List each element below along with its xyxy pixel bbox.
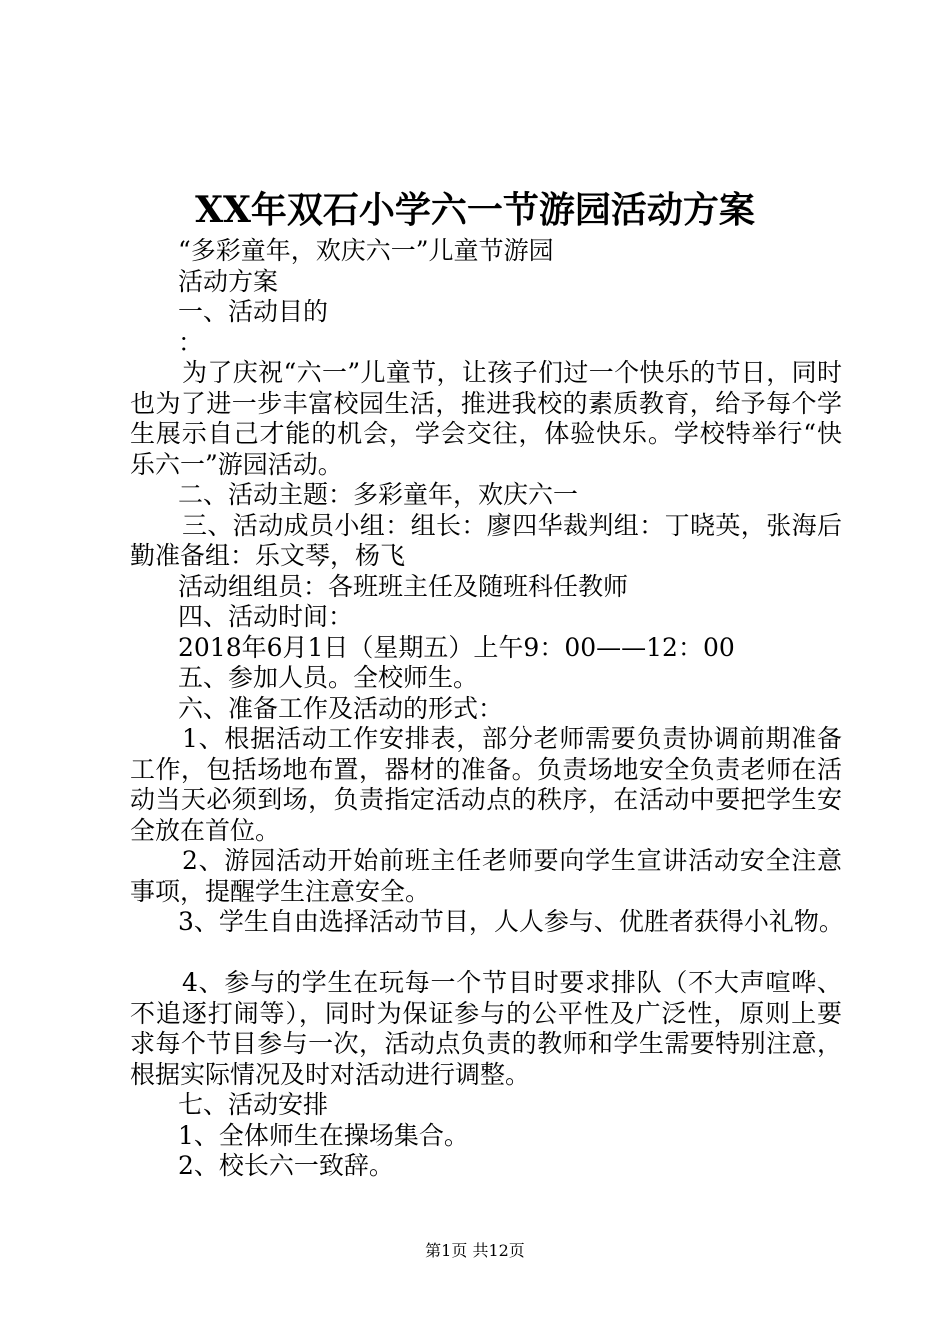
line-activity-time: 2018年6月1日（星期五）上午9：00——12：00: [178, 632, 735, 662]
paragraph-purpose: 为了庆祝“六一”儿童节，让孩子们过一个快乐的节日，同时也为了进一步丰富校园生活，推进我校的素质教育，给予每个学生展示自己才能的机会，学会交往，体验快乐。学校特举行“快乐六一”游园活动。: [130, 358, 842, 479]
section-heading-arrangement: 七、活动安排: [178, 1090, 329, 1119]
line-item-3: 3、学生自由选择活动节目，人人参与、优胜者获得小礼物。: [178, 907, 844, 936]
section-heading-time: 四、活动时间：: [178, 602, 354, 631]
document-body: [130, 236, 842, 1182]
paragraph-item-4: 4、参与的学生在玩每一个节目时要求排队（不大声喧哗、不追逐打闹等），同时为保证参与的公平性及广泛性，原则上要求每个节目参与一次，活动点负责的教师和学生需要特别注意，根据实际情况及时对活动进行调整。: [130, 968, 842, 1089]
document-title: XX年双石小学六一节游园活动方案: [195, 189, 755, 231]
section-heading-purpose: 一、活动目的: [178, 297, 329, 326]
blank-line: [130, 938, 842, 969]
arrangement-item-2: 2、校长六一致辞。: [178, 1151, 394, 1180]
page-footer: 第1页 共12页: [425, 1241, 525, 1260]
subtitle-line-1: “多彩童年，欢庆六一”儿童节游园: [178, 236, 554, 265]
paragraph-members: 三、活动成员小组：组长：廖四华裁判组：丁晓英，张海后勤准备组：乐文琴，杨飞: [130, 510, 842, 570]
arrangement-item-1: 1、全体师生在操场集合。: [178, 1120, 469, 1150]
colon-line: ：: [178, 327, 204, 357]
subtitle-line-2: 活动方案: [178, 266, 279, 296]
paragraph-item-2: 2、游园活动开始前班主任老师要向学生宣讲活动安全注意事项，提醒学生注意安全。: [130, 846, 842, 906]
section-heading-theme: 二、活动主题：多彩童年，欢庆六一: [178, 480, 579, 509]
line-team-members: 活动组组员：各班班主任及随班科任教师: [178, 571, 629, 601]
section-heading-preparation: 六、准备工作及活动的形式：: [178, 693, 504, 723]
section-heading-participants: 五、参加人员。全校师生。: [178, 663, 479, 692]
paragraph-item-1: 1、根据活动工作安排表，部分老师需要负责协调前期准备工作，包括场地布置，器材的准备。负责场地安全负责老师在活动当天必须到场，负责指定活动点的秩序，在活动中要把学生安全放在首位。: [130, 724, 842, 845]
